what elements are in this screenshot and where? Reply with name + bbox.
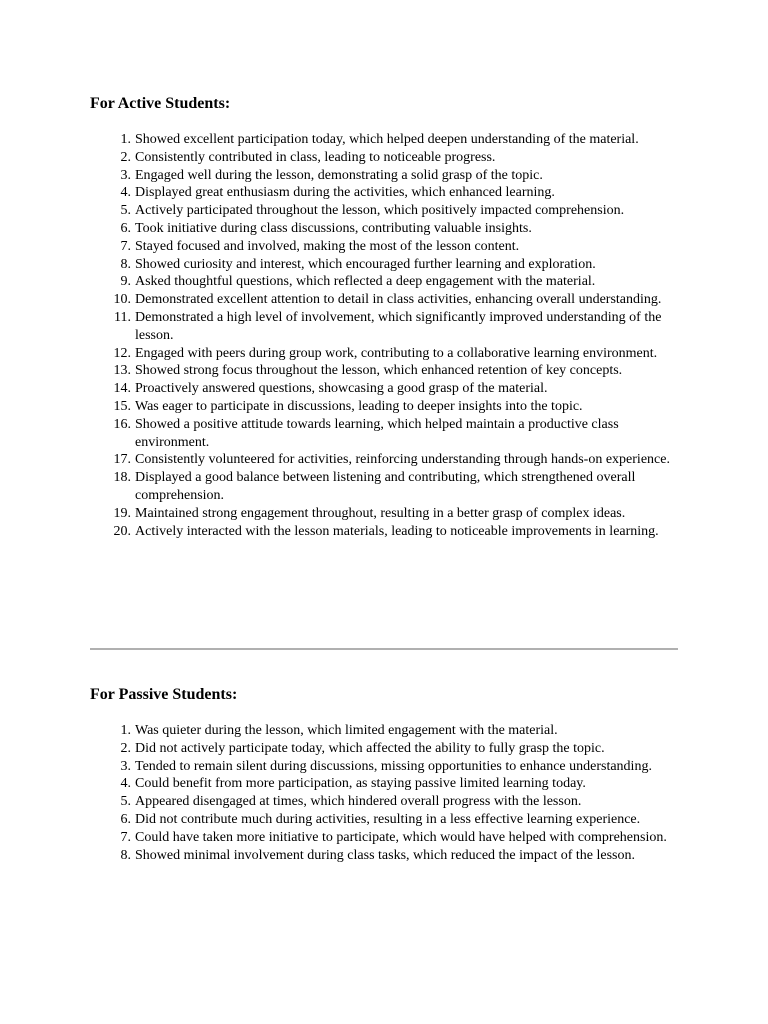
list-item <box>90 273 678 291</box>
item-number: 19. <box>113 505 131 521</box>
list-item <box>90 829 678 847</box>
item-number: 3. <box>120 167 131 183</box>
item-number: 1. <box>120 132 131 147</box>
item-text: Showed a positive attitude towards learning, which helped maintain a productive class environment. <box>135 416 619 450</box>
list-item <box>90 469 678 505</box>
list-item <box>90 238 678 256</box>
item-number: 18. <box>113 470 131 486</box>
item-number: 6. <box>120 220 131 236</box>
active-students-list <box>90 131 678 540</box>
item-number: 11. <box>114 309 131 325</box>
item-text: Did not contribute much during activities, resulting in a less effective learning experience. <box>135 811 641 827</box>
item-text: Demonstrated excellent attention to detail in class activities, enhancing overall understanding. <box>135 292 662 308</box>
item-text: Actively interacted with the lesson materials, leading to noticeable improvements in learning. <box>135 523 659 539</box>
item-number: 6. <box>120 811 131 827</box>
item-text: Engaged well during the lesson, demonstrating a solid grasp of the topic. <box>135 167 543 183</box>
item-number: 9. <box>120 274 131 290</box>
passive-students-heading: For Passive Students: <box>90 686 238 703</box>
item-number: 16. <box>113 416 131 432</box>
list-item <box>90 811 678 829</box>
list-item <box>90 380 678 398</box>
item-number: 4. <box>120 185 131 201</box>
item-text: Took initiative during class discussions, contributing valuable insights. <box>135 220 532 236</box>
item-number: 8. <box>120 256 131 272</box>
list-item <box>90 291 678 309</box>
item-text: Maintained strong engagement throughout, resulting in a better grasp of complex ideas. <box>135 505 626 521</box>
list-item <box>90 775 678 793</box>
list-item <box>90 847 678 865</box>
list-item <box>90 398 678 416</box>
active-students-heading: For Active Students: <box>90 95 231 112</box>
list-item <box>90 722 678 740</box>
item-text: Displayed great enthusiasm during the activities, which enhanced learning. <box>135 185 555 201</box>
item-text: Showed minimal involvement during class tasks, which reduced the impact of the lesson. <box>135 847 636 863</box>
item-text: Tended to remain silent during discussions, missing opportunities to enhance understanding. <box>135 758 652 774</box>
list-item <box>90 256 678 274</box>
passive-students-list <box>90 722 678 864</box>
item-text: Was quieter during the lesson, which limited engagement with the material. <box>135 723 558 738</box>
item-text: Asked thoughtful questions, which reflected a deep engagement with the material. <box>135 274 596 290</box>
item-text: Consistently volunteered for activities, reinforcing understanding through hands-on experience. <box>135 452 670 468</box>
item-text: Displayed a good balance between listening and contributing, which strengthened overall comprehension. <box>135 470 636 503</box>
list-item <box>90 167 678 185</box>
item-text: Showed curiosity and interest, which encouraged further learning and exploration. <box>135 256 596 272</box>
item-number: 5. <box>120 794 131 810</box>
list-item <box>90 758 678 776</box>
list-item <box>90 345 678 363</box>
list-item <box>90 523 678 541</box>
list-item <box>90 362 678 380</box>
item-number: 17. <box>113 452 131 468</box>
item-number: 14. <box>113 381 131 397</box>
list-item <box>90 131 678 149</box>
item-text: Appeared disengaged at times, which hindered overall progress with the lesson. <box>135 794 582 810</box>
item-number: 2. <box>120 740 131 756</box>
item-text: Proactively answered questions, showcasing a good grasp of the material. <box>135 381 548 397</box>
item-number: 15. <box>113 398 131 414</box>
list-item <box>90 149 678 167</box>
list-item <box>90 793 678 811</box>
list-item <box>90 416 678 452</box>
list-item <box>90 505 678 523</box>
item-text: Did not actively participate today, which affected the ability to fully grasp the topic. <box>135 740 605 756</box>
item-number: 12. <box>113 345 131 361</box>
item-number: 4. <box>120 776 131 792</box>
item-text: Could benefit from more participation, as staying passive limited learning today. <box>135 776 586 792</box>
item-text: Consistently contributed in class, leading to noticeable progress. <box>135 149 496 165</box>
item-number: 7. <box>120 238 131 254</box>
item-text: Was eager to participate in discussions, leading to deeper insights into the topic. <box>135 398 583 414</box>
item-number: 13. <box>113 363 131 379</box>
list-item <box>90 309 678 345</box>
item-number: 2. <box>120 149 131 165</box>
section-divider <box>90 648 678 650</box>
list-item <box>90 184 678 202</box>
item-number: 8. <box>120 847 131 863</box>
item-number: 7. <box>120 829 131 845</box>
item-text: Engaged with peers during group work, contributing to a collaborative learning environment. <box>135 345 658 361</box>
item-text: Showed strong focus throughout the lesson, which enhanced retention of key concepts. <box>135 363 623 379</box>
list-item <box>90 451 678 469</box>
item-number: 20. <box>113 523 131 539</box>
item-number: 1. <box>120 723 131 738</box>
item-number: 3. <box>120 758 131 774</box>
list-item <box>90 220 678 238</box>
item-number: 10. <box>113 292 131 308</box>
item-text: Actively participated throughout the lesson, which positively impacted comprehension. <box>135 203 625 219</box>
item-text: Demonstrated a high level of involvement, which significantly improved understanding of the lesson. <box>135 309 662 343</box>
item-text: Showed excellent participation today, which helped deepen understanding of the material. <box>135 132 639 147</box>
item-text: Could have taken more initiative to participate, which would have helped with comprehension. <box>135 829 667 845</box>
item-text: Stayed focused and involved, making the most of the lesson content. <box>135 238 520 254</box>
list-item <box>90 202 678 220</box>
item-number: 5. <box>120 203 131 219</box>
list-item <box>90 740 678 758</box>
